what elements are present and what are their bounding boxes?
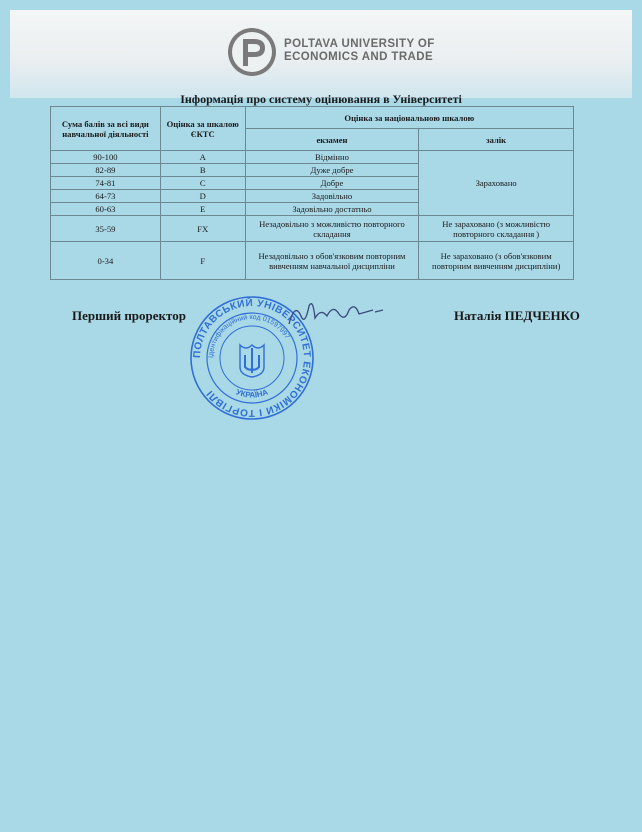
trident-emblem-icon [240, 345, 264, 377]
credit-cell: Не зараховано (з можливістю повторного складання ) [419, 216, 574, 242]
ects-cell: F [160, 242, 245, 280]
score-header: Сума балів за всі види навчальної діяльності [51, 107, 161, 151]
table-row [51, 151, 574, 164]
score-cell: 0-34 [51, 242, 161, 280]
credit-passed-cell: Зараховано [419, 151, 574, 216]
score-cell: 35-59 [51, 216, 161, 242]
grading-table [50, 106, 574, 280]
ects-cell: E [160, 203, 245, 216]
university-name-line2: ECONOMICS AND TRADE [284, 51, 434, 63]
ects-cell: A [160, 151, 245, 164]
table-title: Інформація про систему оцінювання в Університеті [180, 92, 462, 106]
score-cell: 64-73 [51, 190, 161, 203]
signatory-name: Наталія ПЕДЧЕНКО [454, 308, 580, 323]
exam-cell: Дуже добре [245, 164, 419, 177]
exam-cell: Незадовільно з можливістю повторного складання [245, 216, 419, 242]
credit-cell: Не зараховано (з обов'язковим повторним вивченням дисципліни) [419, 242, 574, 280]
university-logo [226, 26, 278, 78]
exam-cell: Незадовільно з обов'язковим повторним вивченням навчальної дисципліни [245, 242, 419, 280]
national-scale-header: Оцінка за національною шкалою [245, 107, 573, 129]
ects-cell: D [160, 190, 245, 203]
score-cell: 82-89 [51, 164, 161, 177]
exam-cell: Задовільно достатньо [245, 203, 419, 216]
university-name [284, 38, 435, 64]
ects-cell: C [160, 177, 245, 190]
exam-header: екзамен [245, 129, 419, 151]
exam-cell: Відмінно [245, 151, 419, 164]
university-name-line1: POLTAVA UNIVERSITY OF [284, 38, 435, 50]
table-row [51, 216, 574, 242]
ects-cell: B [160, 164, 245, 177]
svg-text:УКРАЇНА [235, 387, 270, 399]
exam-cell: Задовільно [245, 190, 419, 203]
handwritten-signature [285, 296, 385, 330]
score-cell: 74-81 [51, 177, 161, 190]
exam-cell: Добре [245, 177, 419, 190]
credit-header: залік [419, 129, 574, 151]
score-cell: 90-100 [51, 151, 161, 164]
ects-cell: FX [160, 216, 245, 242]
ects-header: Оцінка за шкалою ЄКТС [160, 107, 245, 151]
stamp-outer-text: ПОЛТАВСЬКИЙ УНІВЕРСИТЕТ ЕКОНОМІКИ І ТОРГІВЛІ [191, 297, 313, 419]
stamp-bottom-text: УКРАЇНА [234, 387, 270, 400]
stamp-inner-text: Ідентифікаційний код 01597997 [207, 313, 291, 359]
table-row [51, 242, 574, 280]
signatory-position: Перший проректор [72, 308, 186, 323]
score-cell: 60-63 [51, 203, 161, 216]
